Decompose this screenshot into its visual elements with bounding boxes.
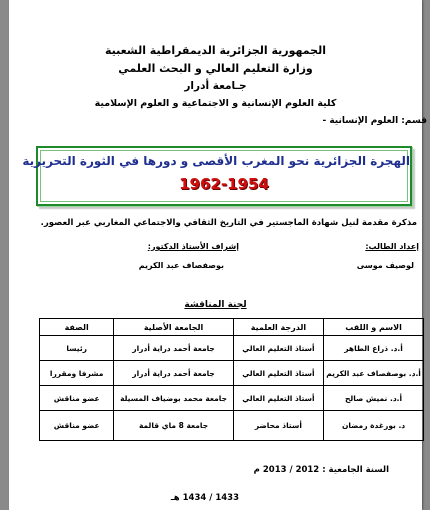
supervisor-label: إشراف الأستاذ الدكتور:: [147, 242, 239, 251]
committee-title: لجنة المناقشة: [184, 300, 247, 310]
member-role: عضو مناقش: [40, 411, 114, 441]
table-row: [40, 411, 424, 441]
memo-description: مذكرة مقدمة لنيل شهادة الماجستير في التاريخ الثقافي والاجتماعي المغاربي عبر العصور.: [40, 218, 417, 228]
member-rank: أستاذ التعليم العالي: [233, 361, 323, 386]
student-name: لوصيف موسى: [356, 261, 414, 270]
col-header-university: الجامعة الأصلية: [114, 319, 233, 336]
member-name: أ.د. نميش صالح: [324, 386, 424, 411]
member-university: جامعة 8 ماي قالمة: [114, 411, 233, 441]
member-university: جامعة أحمد دراية أدرار: [114, 361, 233, 386]
member-name: أ.د. بوصفصاف عبد الكريم: [324, 361, 424, 386]
member-name: أ.د. ذراع الطاهر: [324, 336, 424, 361]
member-university: جامعة محمد بوضياف المسيلة: [114, 386, 233, 411]
member-university: جامعة أحمد دراية أدرار: [114, 336, 233, 361]
table-row: [40, 336, 424, 361]
col-header-name: الاسم و اللقب: [324, 319, 424, 336]
ministry-heading: وزارة التعليم العالي و البحث العلمي: [118, 62, 313, 75]
member-rank: أستاذ محاضر: [233, 411, 323, 441]
republic-heading: الجمهورية الجزائرية الديمقراطية الشعبية: [105, 44, 326, 57]
student-label: إعداد الطالب:: [365, 242, 419, 251]
col-header-rank: الدرجة العلمية: [233, 319, 323, 336]
faculty-heading: كلية العلوم الإنسانية و الاجتماعية و العلوم الإسلامية: [94, 98, 337, 109]
member-name: د. بورغدة رمضان: [324, 411, 424, 441]
table-row: [40, 361, 424, 386]
thesis-title-box: [22, 146, 412, 206]
member-role: رئيسا: [40, 336, 114, 361]
academic-year-hijri: 1433 / 1434 هـ: [170, 493, 239, 503]
academic-year-gregorian: السنة الجامعية : 2012 / 2013 م: [253, 465, 389, 475]
committee-table: [39, 318, 424, 441]
department-label: قسم: العلوم الإنسانية -: [322, 116, 427, 126]
thesis-years: 1962-1954: [179, 175, 269, 193]
document-page: [9, 0, 427, 510]
col-header-role: الصفة: [40, 319, 114, 336]
university-heading: جـامعة أدرار: [184, 80, 247, 92]
member-role: مشرفا ومقررا: [40, 361, 114, 386]
member-rank: أستاذ التعليم العالي: [233, 336, 323, 361]
supervisor-name: بوصفصاف عبد الكريم: [138, 261, 224, 270]
member-rank: أستاذ التعليم العالي: [233, 386, 323, 411]
table-row: [40, 386, 424, 411]
thesis-title: الهجرة الجزائرية نحو المغرب الأقصى و دورها في الثورة التحريرية: [22, 154, 410, 168]
member-role: عضو مناقش: [40, 386, 114, 411]
table-header-row: [40, 319, 424, 336]
